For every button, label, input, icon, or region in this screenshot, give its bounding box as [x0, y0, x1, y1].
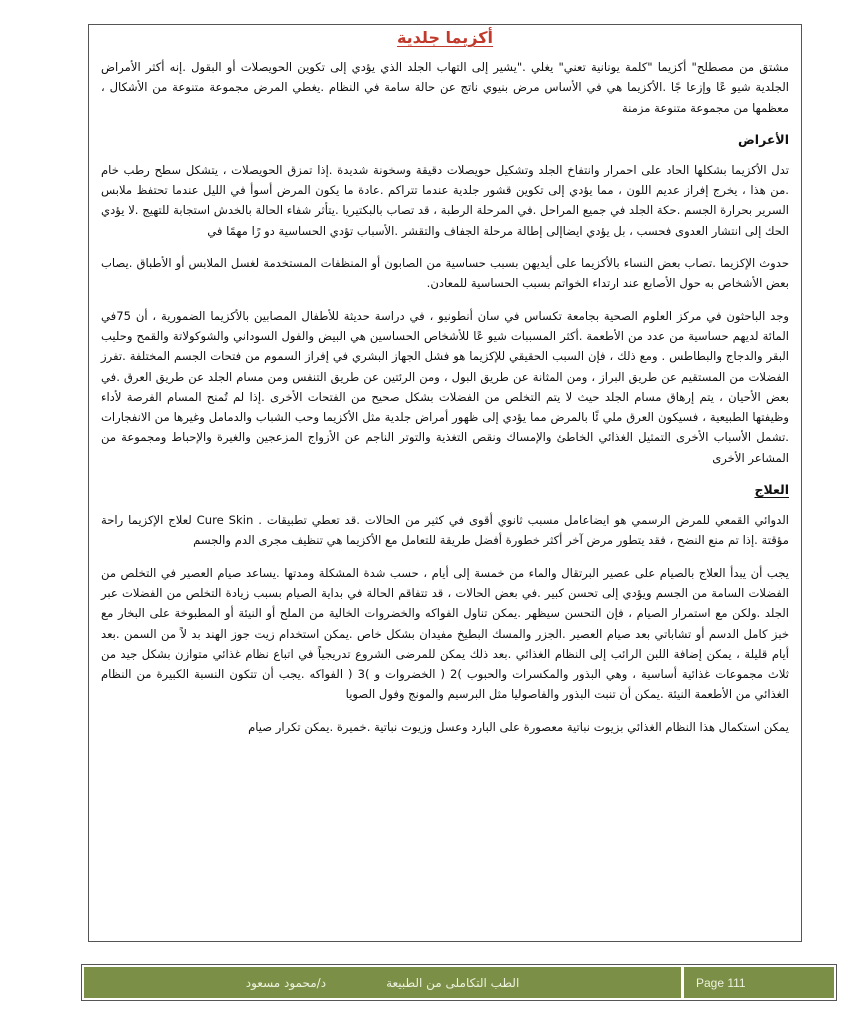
causes-paragraph-1: حدوث الإكزيما .تصاب بعض النساء بالأكزيما على أيديهن بسبب حساسية من الصابون أو المنظفات المستخدمة لغسل الملابس أو الأطباق .يصاب بعض الأشخاص به حول الأصابع عند ارتداء الخواتم بسبب الحساسية للمعادن. — [101, 256, 789, 291]
symptoms-heading: الأعراض — [737, 131, 789, 147]
treatment-paragraph-1: الدوائي القمعي للمرض الرسمي هو ايضاعامل مسبب ثانوي أقوى في كثير من الحالات .قد تعطي تطبيقات . Cure Skin لعلاج الإكزيما راحة مؤقتة .إذا تم منع النضح ، فقد يتطور مرض آخر أكثر خطورة أفضل طريقة للتعامل مع الأكزيما هي تنظيف مجرى الدم والجسم — [101, 513, 789, 548]
page-content-box — [88, 24, 802, 942]
footer-book-title: الطب التكاملى من الطبيعة — [386, 975, 520, 990]
symptoms-paragraph: تدل الأكزيما بشكلها الحاد على احمرار وانتفاخ الجلد وتشكيل حويصلات دقيقة وسخونة شديدة .إذا تمزق الحويصلات ، يتشكل سطح رطب خام .من هذا ، يخرج إفراز عديم اللون ، مما يؤدي إلى تكوين قشور جلدية عندما تتراكم .عادة ما يكون المرض أسوأ في الليل عندما تحتفظ ملابس السرير بحرارة الجسم .حكة الجلد في جميع المراحل .في المرحلة الرطبة ، قد تصاب بالبكتيريا .يتأثر شفاء الحالة بالخدش استجابة للتهيج .لا يؤدي الحك إلى انتشار العدوى فحسب ، بل يؤدي ايضاإلى إطالة مرحلة الجفاف والتقشر .الأسباب تؤدي الحساسية دو رًا مهمًا في — [101, 162, 789, 238]
treatment-paragraph-3: يمكن استكمال هذا النظام الغذائي بزيوت نباتية معصورة على البارد وعسل وزيوت نباتية .خميرة .يمكن تكرار صيام — [248, 719, 789, 734]
treatment-heading: العلاج — [754, 482, 789, 498]
intro-paragraph: مشتق من مصطلح" أكزيما "كلمة يونانية تعني" يغلي ."يشير إلى التهاب الجلد الذي يؤدي إلى تكوين الحويصلات أو البقول .إنه أكثر الأمراض الجلدية شيو عًا وإزعا جًا .الأكزيما هي في الأساس مرض بنيوي ناتج عن حالة سامة في النظام .يغطي المرض مجموعة متنوعة من الأشكال ، معظمها من مجموعة متنوعة مزمنة — [101, 60, 789, 115]
treatment-paragraph-2: يجب أن يبدأ العلاج بالصيام على عصير البرتقال والماء من خمسة إلى أيام ، حسب شدة المشكلة ومدتها .يساعد صيام العصير في التخلص من الفضلات السامة من الجسم ويؤدي إلى تحسن كبير .في بعض الحالات ، قد تتفاقم الحالة في بداية الصيام بسبب زيادة التخلص من الفضلات عبر الجلد .ولكن مع استمرار الصيام ، فإن التحسن سيظهر .يمكن تناول الفواكه والخضروات الخالية من الملح أو النيئة أو المطبوخة على البخار مع خبز كامل الدسم أو تشاباتي بعد صيام العصير .الجزر والمسك البطيخ مفيدان بشكل خاص .يمكن استخدام زيت جوز الهند بد لاً من السمن .بعد أيام قليلة ، يمكن إضافة اللبن الرائب إلى النظام الغذائي .بعد ذلك يمكن للمرضى الشروع تدريجياً في اتباع نظام غذائي متوازن بشكل جيد من ثلاث مجموعات غذائية أساسية ، وهي البذور والمكسرات والحبوب )2 ( الخضروات و )3 ( الفواكه .يجب أن تتكون النسبة الكبيرة من النظام الغذائي من الأطعمة النيئة .يمكن أن تنبت البذور والفاصوليا مثل البرسيم والمونج وفول الصويا — [101, 565, 789, 702]
footer-page-number: Page 111 — [684, 967, 834, 998]
footer-author: د/محمود مسعود — [245, 975, 327, 990]
causes-paragraph-2: وجد الباحثون في مركز العلوم الصحية بجامعة تكساس في سان أنطونيو ، في دراسة حديثة للأطفال المصابين بالأكزيما الضمورية ، أن 75في المائة لديهم حساسية من عدد من الأطعمة .أكثر المسببات شيو عًا للأشخاص الحساسين هي البيض والفول السوداني والشوكولاتة والقمح وحليب البقر والدجاج والبطاطس . ومع ذلك ، فإن السبب الحقيقي للإكزيما هو فشل الجهاز البشري في إفراز السموم من فتحات الجسم المختلفة .تفرز الفضلات من المستقيم عن طريق البراز ، ومن المثانة عن طريق البول ، ومن الرئتين عن طريق التنفس ومن مسام الجلد عن طريق العرق .في بعض الأحيان ، يتم إرهاق مسام الجلد حيث لا يتم التخلص من الفضلات بشكل صحيح من الفتحات الأخرى .إذا لم تُمنح المسام الفرصة لأداء وظيفتها الطبيعية ، فسيكون العرق ملي ئًا بالمرض مما يؤدي إلى ظهور أمراض جلدية مثل الأكزيما وحب الشباب والدمامل وغيرها من الانفجارات .تشمل الأسباب الأخرى التمثيل الغذائي الخاطئ والإمساك ونقص التغذية والتوتر الناجم عن الأزواج المزعجين والغيرة والإحباط ومجموعة من المشاعر الأخرى — [101, 308, 789, 465]
footer-title-bar — [84, 967, 681, 998]
page-title: أكزيما جلدية — [396, 28, 494, 47]
page-footer — [81, 964, 837, 1001]
